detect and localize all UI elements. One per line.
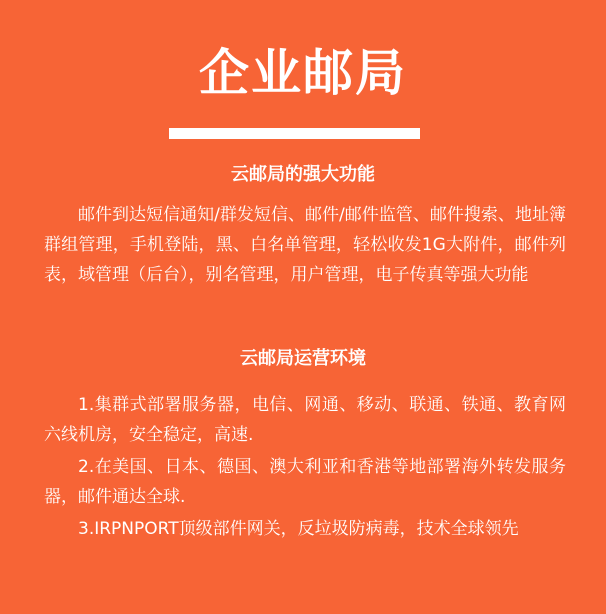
features-text: 邮件到达短信通知/群发短信、邮件/邮件监管、邮件搜索、地址簿群组管理，手机登陆，黑、白名单管理，轻松收发1G大附件，邮件列表，域管理（后台），别名管理，用户管理，电子传真等强大功能 [44,205,566,285]
environment-item-2: 2.在美国、日本、德国、澳大利亚和香港等地部署海外转发服务器，邮件通达全球. [44,457,566,507]
environment-item-3: 3.IRPNPORT顶级部件网关，反垃圾防病毒，技术全球领先 [78,519,519,539]
features-heading: 云邮局的强大功能 [231,164,375,185]
title-underline [169,128,420,139]
page-title: 企业邮局 [199,44,407,102]
environment-heading: 云邮局运营环境 [240,348,366,369]
environment-item-1: 1.集群式部署服务器，电信、网通、移动、联通、铁通、教育网六线机房，安全稳定，高速. [44,395,566,445]
